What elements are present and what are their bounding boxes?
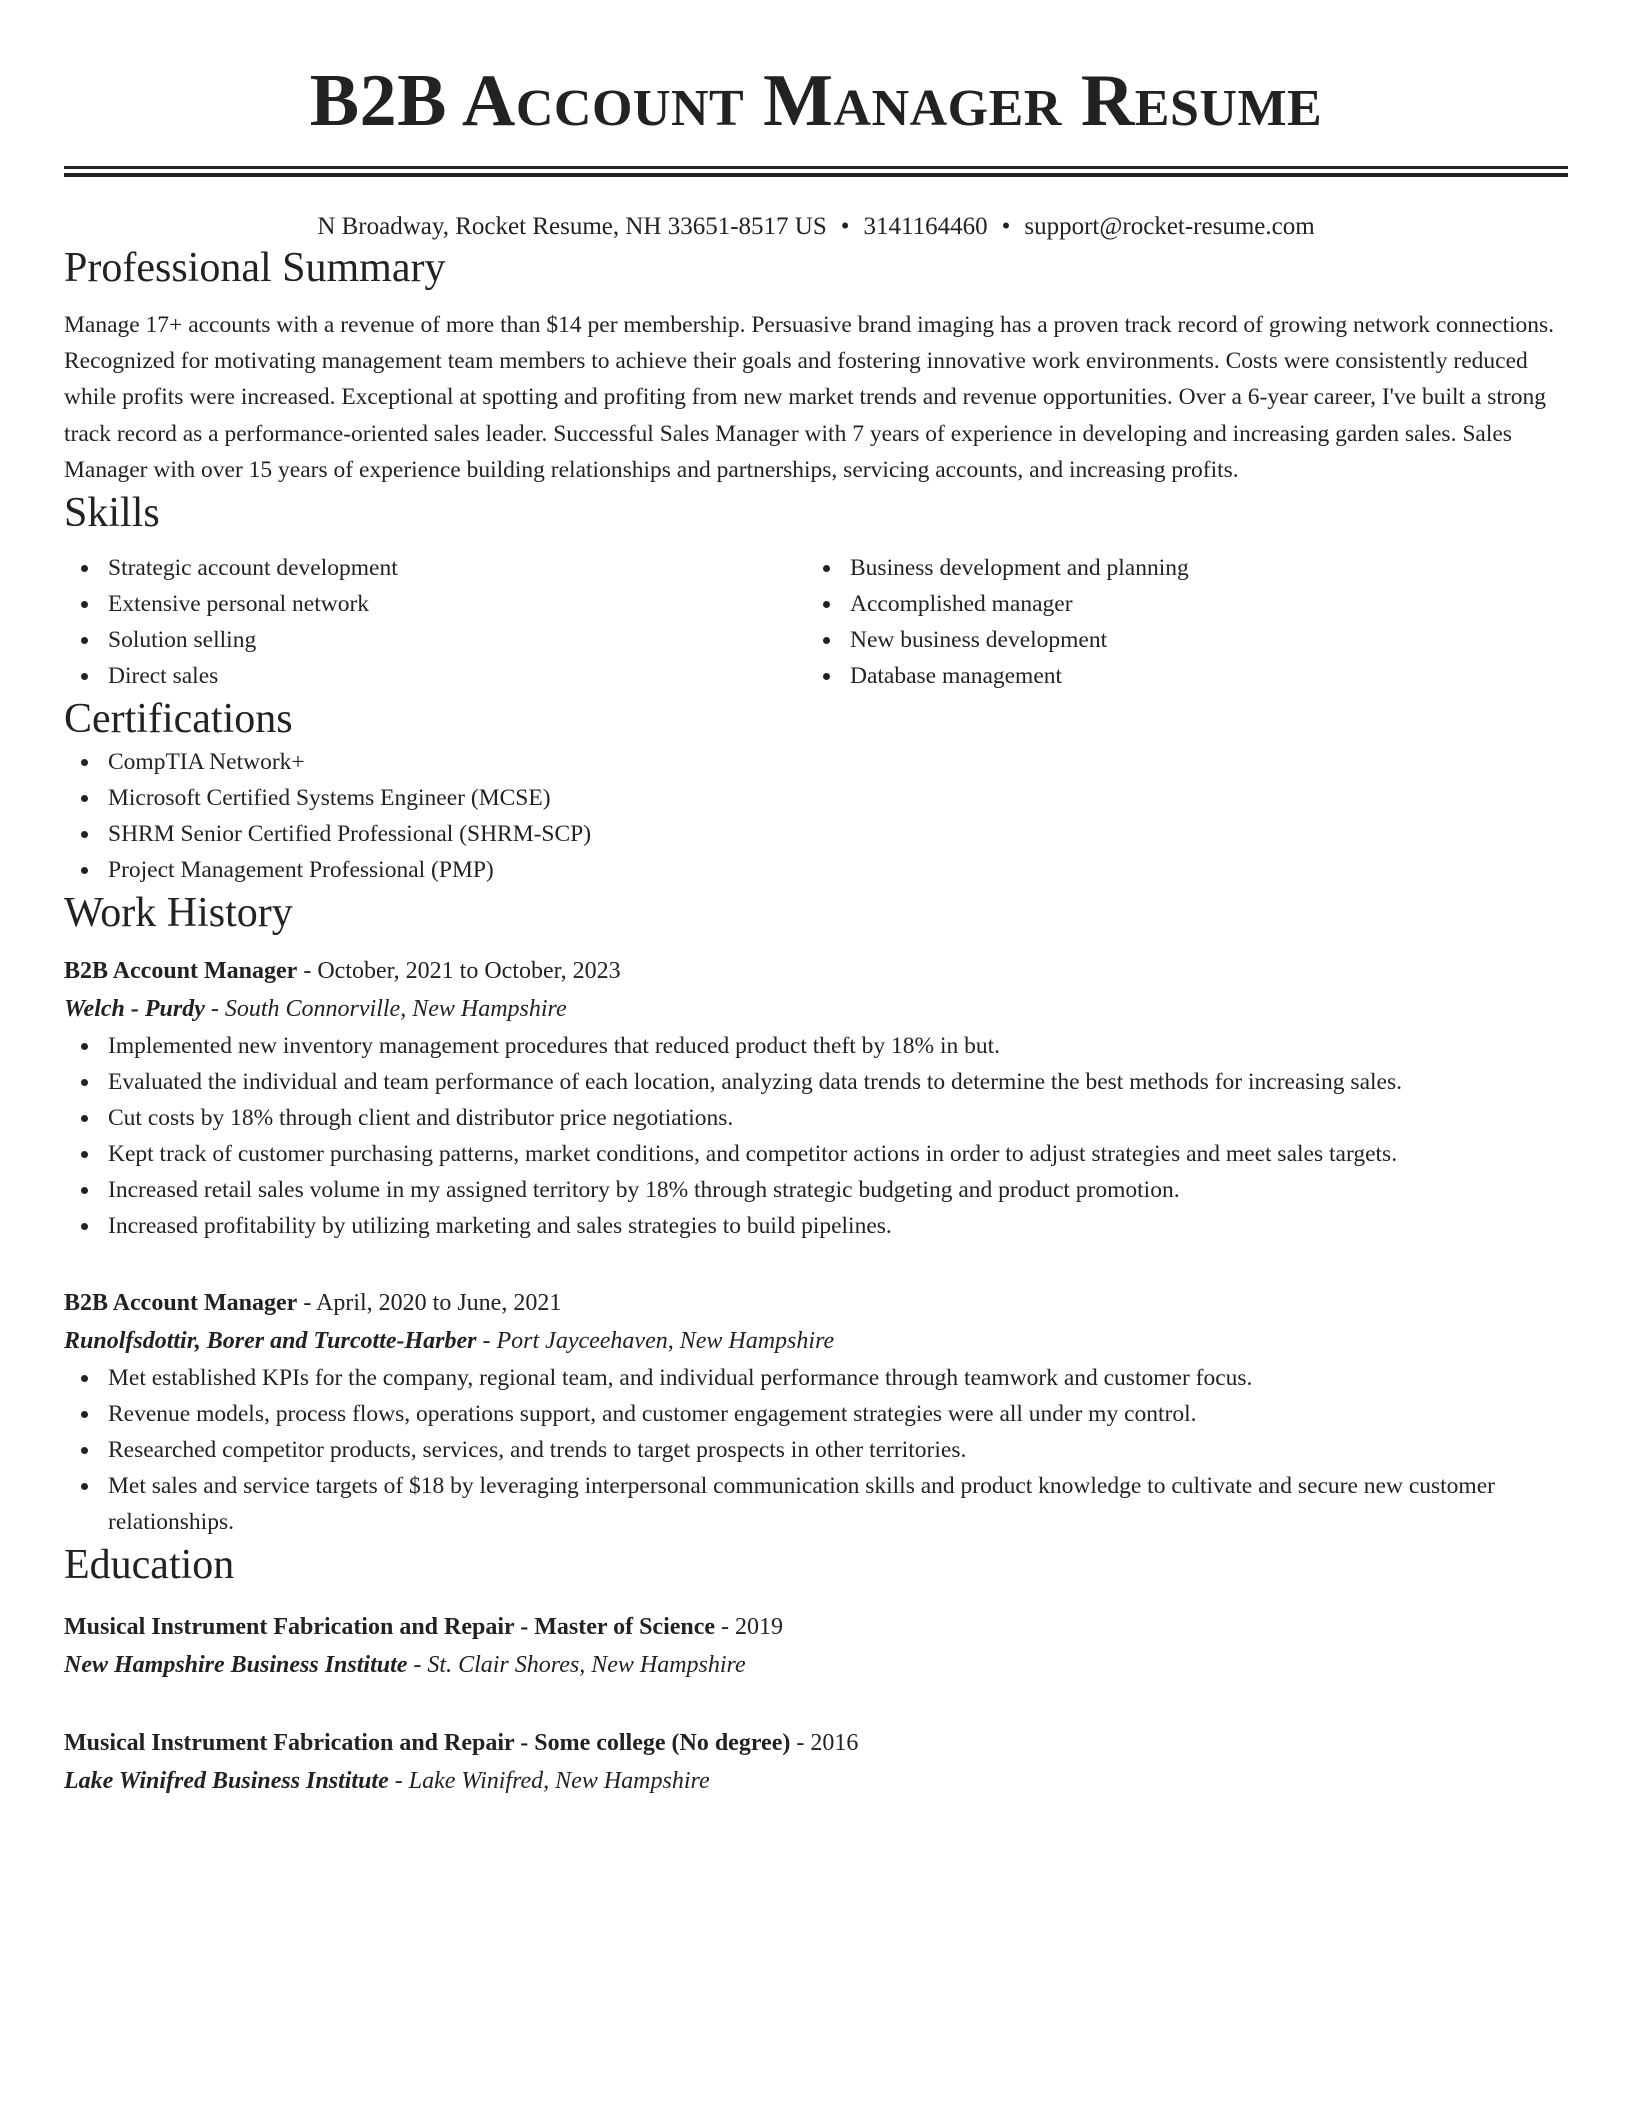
contact-separator: •: [1001, 213, 1011, 240]
job-title: B2B Account Manager: [64, 1290, 298, 1317]
job-title-line: [64, 952, 1568, 990]
job-dates: - April, 2020 to June, 2021: [297, 1290, 562, 1317]
job-company: Runolfsdottir, Borer and Turcotte-Harber: [64, 1328, 477, 1355]
education-year: - 2016: [790, 1730, 859, 1757]
contact-line: [64, 211, 1568, 243]
education-school-line: [64, 1646, 1568, 1684]
certifications-list: [64, 744, 1568, 888]
skills-list-left: [64, 550, 806, 694]
education-school: New Hampshire Business Institute: [64, 1652, 408, 1679]
education-entry: [64, 1608, 1568, 1684]
education-location: - Lake Winifred, New Hampshire: [388, 1768, 710, 1795]
education-year: - 2019: [715, 1614, 784, 1641]
certification-item: Project Management Professional (PMP): [108, 852, 1568, 888]
job-title: B2B Account Manager: [64, 958, 298, 985]
job-duties-list: [64, 1360, 1568, 1540]
job-duty-item: Increased retail sales volume in my assigned territory by 18% through strategic budgeting and product promotion.: [108, 1172, 1568, 1208]
education-heading: Education: [64, 1542, 235, 1589]
work-history-heading: Work History: [64, 890, 293, 937]
job-dates: - October, 2021 to October, 2023: [297, 958, 621, 985]
job-entry: [64, 1284, 1568, 1540]
job-duty-item: Evaluated the individual and team performance of each location, analyzing data trends to determine the best methods for increasing sales.: [108, 1064, 1568, 1100]
contact-address: N Broadway, Rocket Resume, NH 33651-8517 US: [317, 213, 827, 240]
job-duty-item: Revenue models, process flows, operations support, and customer engagement strategies were all under my control.: [108, 1396, 1568, 1432]
job-duty-item: Kept track of customer purchasing patterns, market conditions, and competitor actions in order to adjust strategies and meet sales targets.: [108, 1136, 1568, 1172]
job-location: - South Connorville, New Hampshire: [204, 996, 567, 1023]
education-degree-line: [64, 1608, 1568, 1646]
job-duty-item: Researched competitor products, services, and trends to target prospects in other territories.: [108, 1432, 1568, 1468]
education-school: Lake Winifred Business Institute: [64, 1768, 389, 1795]
skills-heading: Skills: [64, 490, 160, 537]
skill-item: Database management: [850, 658, 1548, 694]
job-duty-item: Implemented new inventory management procedures that reduced product theft by 18% in but.: [108, 1028, 1568, 1064]
education-school-line: [64, 1762, 1568, 1800]
skill-item: Direct sales: [108, 658, 806, 694]
skills-column-left: [64, 550, 806, 694]
job-duties-list: [64, 1028, 1568, 1244]
skill-item: Solution selling: [108, 622, 806, 658]
job-company: Welch - Purdy: [64, 996, 205, 1023]
job-duty-item: Increased profitability by utilizing marketing and sales strategies to build pipelines.: [108, 1208, 1568, 1244]
job-entry: [64, 952, 1568, 1244]
title-divider-top: [64, 166, 1568, 169]
job-location: - Port Jayceehaven, New Hampshire: [476, 1328, 835, 1355]
job-company-line: [64, 1322, 1568, 1360]
job-company-line: [64, 990, 1568, 1028]
contact-email: support@rocket-resume.com: [1024, 213, 1315, 240]
education-entry: [64, 1724, 1568, 1800]
skills-grid: [64, 550, 1568, 694]
education-degree: Musical Instrument Fabrication and Repair - Some college (No degree): [64, 1730, 791, 1757]
certification-item: CompTIA Network+: [108, 744, 1568, 780]
summary-text: Manage 17+ accounts with a revenue of more than $14 per membership. Persuasive brand imaging has a proven track record of growing network connections. Recognized for motivating management team members to achieve their goals and fostering innovative work environments. Costs were consistently reduced while profits were increased. Exceptional at spotting and profiting from new market trends and revenue opportunities. Over a 6-year career, I've built a strong track record as a performance-oriented sales leader. Successful Sales Manager with 7 years of experience in developing and increasing garden sales. Sales Manager with over 15 years of experience building relationships and partnerships, servicing accounts, and increasing profits.: [64, 312, 1555, 483]
job-duty-item: Met established KPIs for the company, regional team, and individual performance through teamwork and customer focus.: [108, 1360, 1568, 1396]
certification-item: SHRM Senior Certified Professional (SHRM-SCP): [108, 816, 1568, 852]
certification-item: Microsoft Certified Systems Engineer (MCSE): [108, 780, 1568, 816]
skill-item: Accomplished manager: [850, 586, 1548, 622]
contact-separator: •: [840, 213, 850, 240]
title-divider-bottom: [64, 173, 1568, 177]
summary-heading: Professional Summary: [64, 245, 446, 291]
job-duty-item: Cut costs by 18% through client and distributor price negotiations.: [108, 1100, 1568, 1136]
job-duty-item: Met sales and service targets of $18 by leveraging interpersonal communication skills and product knowledge to cultivate and secure new customer relationships.: [108, 1468, 1568, 1540]
skill-item: Strategic account development: [108, 550, 806, 586]
skills-list-right: [806, 550, 1548, 694]
job-title-line: [64, 1284, 1568, 1322]
certifications-heading: Certifications: [64, 696, 293, 743]
resume-title: B2B Account Manager Resume: [309, 60, 1323, 142]
skill-item: New business development: [850, 622, 1548, 658]
education-degree: Musical Instrument Fabrication and Repair - Master of Science: [64, 1614, 716, 1641]
education-location: - St. Clair Shores, New Hampshire: [407, 1652, 746, 1679]
education-degree-line: [64, 1724, 1568, 1762]
skill-item: Extensive personal network: [108, 586, 806, 622]
contact-phone: 3141164460: [863, 213, 988, 240]
skill-item: Business development and planning: [850, 550, 1548, 586]
skills-column-right: [806, 550, 1548, 694]
